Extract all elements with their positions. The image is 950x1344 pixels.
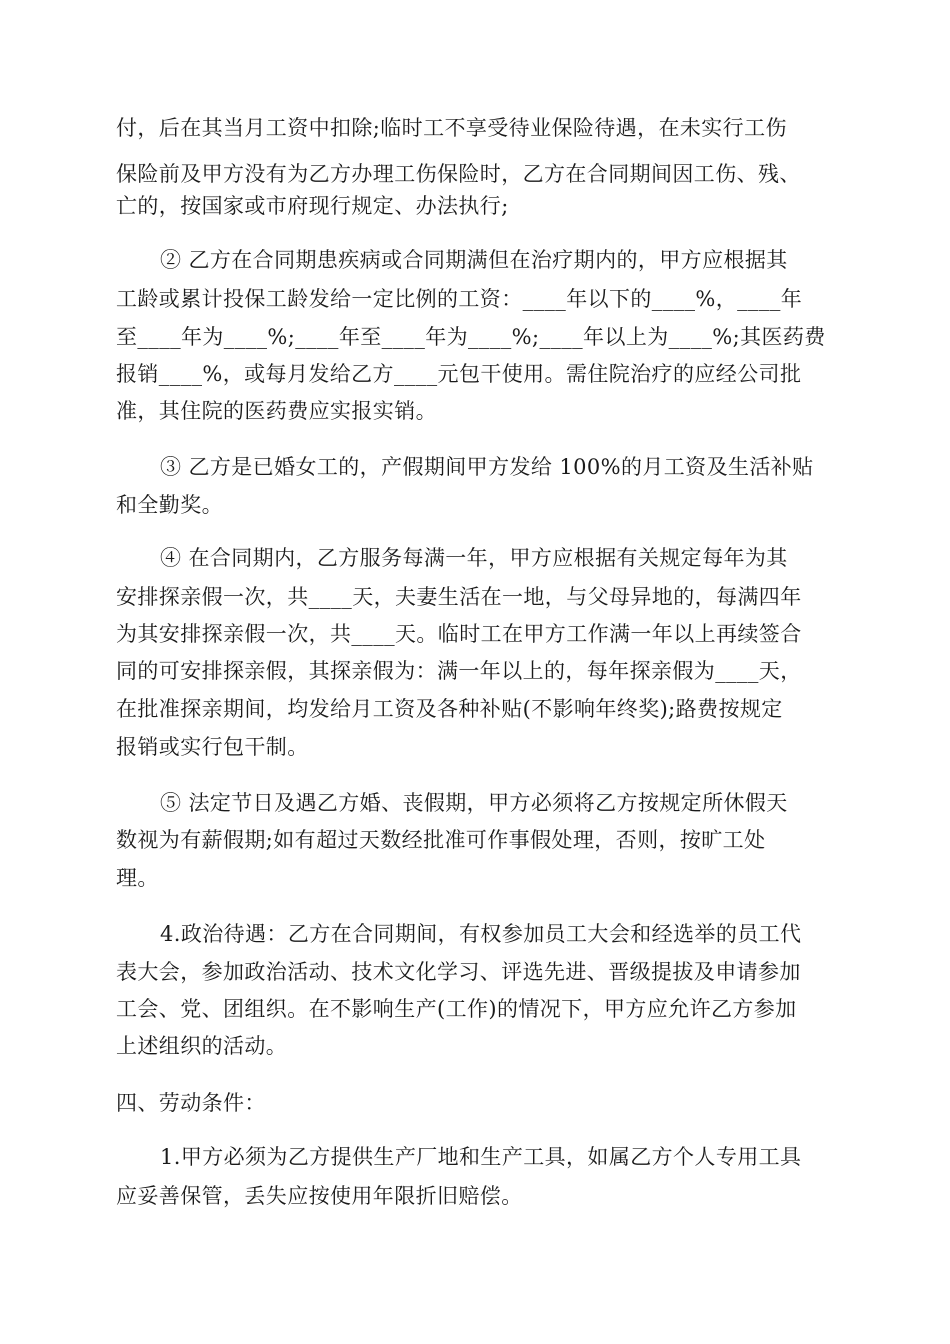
text-line: 在批准探亲期间，均发给月工资及各种补贴(不影响年终奖);路费按规定 bbox=[116, 697, 783, 721]
text-line: 工会、党、团组织。在不影响生产(工作)的情况下，甲方应允许乙方参加 bbox=[116, 997, 797, 1021]
text-line: ② 乙方在合同期患疾病或合同期满但在治疗期内的，甲方应根据其 bbox=[160, 248, 788, 272]
text-line: 4.政治待遇：乙方在合同期间，有权参加员工大会和经选举的员工代 bbox=[160, 922, 802, 946]
text-line: 保险前及甲方没有为乙方办理工伤保险时，乙方在合同期间因工伤、残、 bbox=[116, 162, 801, 186]
text-line: 为其安排探亲假一次，共____天。临时工在甲方工作满一年以上再续签合 bbox=[116, 622, 802, 646]
text-line: 准，其住院的医药费应实报实销。 bbox=[116, 399, 437, 423]
text-line: ⑤ 法定节日及遇乙方婚、丧假期，甲方必须将乙方按规定所休假天 bbox=[160, 791, 788, 815]
text-line: 亡的，按国家或市府现行规定、办法执行; bbox=[116, 194, 509, 218]
text-line: 付，后在其当月工资中扣除;临时工不享受待业保险待遇，在未实行工伤 bbox=[116, 116, 787, 140]
text-line: 数视为有薪假期;如有超过天数经批准可作事假处理，否则，按旷工处 bbox=[116, 828, 766, 852]
text-line: 报销____%，或每月发给乙方____元包干使用。需住院治疗的应经公司批 bbox=[116, 362, 802, 386]
text-line: 上述组织的活动。 bbox=[116, 1034, 288, 1058]
text-line: 工龄或累计投保工龄发给一定比例的工资：____年以下的____%，____年 bbox=[116, 287, 803, 311]
text-line: 至____年为____%;____年至____年为____%;____年以上为____%;其医药费 bbox=[116, 325, 826, 349]
text-line: 同的可安排探亲假，其探亲假为：满一年以上的，每年探亲假为____天， bbox=[116, 659, 802, 683]
text-line: 表大会，参加政治活动、技术文化学习、评选先进、晋级提拔及申请参加 bbox=[116, 960, 801, 984]
text-line: ③ 乙方是已婚女工的，产假期间甲方发给 100%的月工资及生活补贴 bbox=[160, 455, 814, 479]
section-heading: 四、劳动条件： bbox=[116, 1091, 266, 1115]
text-line: 安排探亲假一次，共____天，夫妻生活在一地，与父母异地的，每满四年 bbox=[116, 585, 802, 609]
text-line: ④ 在合同期内，乙方服务每满一年，甲方应根据有关规定每年为其 bbox=[160, 546, 788, 570]
text-line: 理。 bbox=[116, 866, 159, 890]
text-line: 报销或实行包干制。 bbox=[116, 735, 309, 759]
text-line: 和全勤奖。 bbox=[116, 493, 223, 517]
text-line: 应妥善保管，丢失应按使用年限折旧赔偿。 bbox=[116, 1184, 523, 1208]
text-line: 1.甲方必须为乙方提供生产厂地和生产工具，如属乙方个人专用工具 bbox=[160, 1145, 802, 1169]
